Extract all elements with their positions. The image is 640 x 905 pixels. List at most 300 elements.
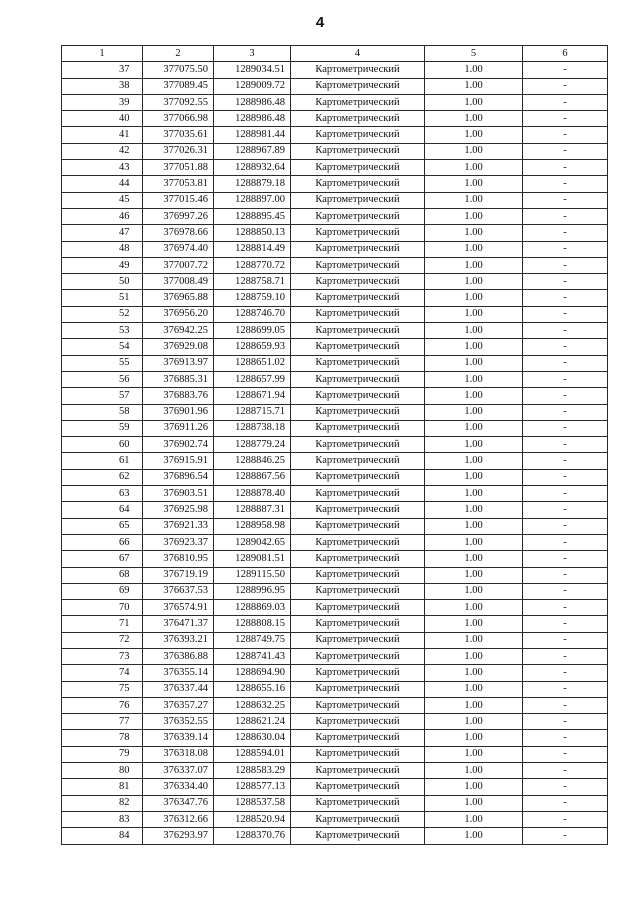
y-coordinate-cell: 1288657.99	[214, 371, 291, 387]
note-cell: -	[523, 160, 608, 176]
note-cell: -	[523, 241, 608, 257]
y-coordinate-cell: 1288759.10	[214, 290, 291, 306]
note-cell: -	[523, 388, 608, 404]
method-cell: Картометрический	[291, 241, 425, 257]
y-coordinate-cell: 1288630.04	[214, 730, 291, 746]
accuracy-cell: 1.00	[425, 583, 523, 599]
accuracy-cell: 1.00	[425, 779, 523, 795]
method-cell: Картометрический	[291, 730, 425, 746]
point-number-cell: 37	[62, 62, 143, 78]
y-coordinate-cell: 1289115.50	[214, 567, 291, 583]
y-coordinate-cell: 1289081.51	[214, 551, 291, 567]
point-number-cell: 70	[62, 600, 143, 616]
y-coordinate-cell: 1288932.64	[214, 160, 291, 176]
x-coordinate-cell: 377015.46	[143, 192, 214, 208]
y-coordinate-cell: 1288770.72	[214, 257, 291, 273]
accuracy-cell: 1.00	[425, 78, 523, 94]
method-cell: Картометрический	[291, 763, 425, 779]
accuracy-cell: 1.00	[425, 453, 523, 469]
table-row	[62, 828, 608, 844]
note-cell: -	[523, 176, 608, 192]
y-coordinate-cell: 1288671.94	[214, 388, 291, 404]
column-header: 2	[143, 46, 214, 62]
note-cell: -	[523, 371, 608, 387]
point-number-cell: 66	[62, 534, 143, 550]
point-number-cell: 82	[62, 795, 143, 811]
accuracy-cell: 1.00	[425, 274, 523, 290]
x-coordinate-cell: 376355.14	[143, 665, 214, 681]
table-row	[62, 94, 608, 110]
method-cell: Картометрический	[291, 779, 425, 795]
table-row	[62, 274, 608, 290]
note-cell: -	[523, 437, 608, 453]
point-number-cell: 54	[62, 339, 143, 355]
x-coordinate-cell: 376357.27	[143, 697, 214, 713]
point-number-cell: 52	[62, 306, 143, 322]
table-row	[62, 437, 608, 453]
accuracy-cell: 1.00	[425, 339, 523, 355]
table-row	[62, 534, 608, 550]
note-cell: -	[523, 143, 608, 159]
method-cell: Картометрический	[291, 518, 425, 534]
method-cell: Картометрический	[291, 339, 425, 355]
note-cell: -	[523, 828, 608, 844]
y-coordinate-cell: 1288577.13	[214, 779, 291, 795]
y-coordinate-cell: 1288958.98	[214, 518, 291, 534]
y-coordinate-cell: 1288887.31	[214, 502, 291, 518]
note-cell: -	[523, 697, 608, 713]
point-number-cell: 76	[62, 697, 143, 713]
y-coordinate-cell: 1288746.70	[214, 306, 291, 322]
method-cell: Картометрический	[291, 714, 425, 730]
table-row	[62, 600, 608, 616]
accuracy-cell: 1.00	[425, 257, 523, 273]
note-cell: -	[523, 274, 608, 290]
accuracy-cell: 1.00	[425, 404, 523, 420]
x-coordinate-cell: 376901.96	[143, 404, 214, 420]
method-cell: Картометрический	[291, 486, 425, 502]
note-cell: -	[523, 730, 608, 746]
method-cell: Картометрический	[291, 355, 425, 371]
accuracy-cell: 1.00	[425, 160, 523, 176]
table-body	[62, 62, 608, 844]
method-cell: Картометрический	[291, 371, 425, 387]
method-cell: Картометрический	[291, 600, 425, 616]
note-cell: -	[523, 534, 608, 550]
x-coordinate-cell: 376913.97	[143, 355, 214, 371]
y-coordinate-cell: 1288895.45	[214, 208, 291, 224]
note-cell: -	[523, 502, 608, 518]
method-cell: Картометрический	[291, 469, 425, 485]
x-coordinate-cell: 376997.26	[143, 208, 214, 224]
method-cell: Картометрический	[291, 746, 425, 762]
method-cell: Картометрический	[291, 94, 425, 110]
accuracy-cell: 1.00	[425, 518, 523, 534]
note-cell: -	[523, 62, 608, 78]
table-row	[62, 795, 608, 811]
point-number-cell: 80	[62, 763, 143, 779]
note-cell: -	[523, 600, 608, 616]
x-coordinate-cell: 377092.55	[143, 94, 214, 110]
point-number-cell: 84	[62, 828, 143, 844]
y-coordinate-cell: 1288621.24	[214, 714, 291, 730]
point-number-cell: 57	[62, 388, 143, 404]
table-row	[62, 567, 608, 583]
table-row	[62, 160, 608, 176]
method-cell: Картометрический	[291, 225, 425, 241]
accuracy-cell: 1.00	[425, 632, 523, 648]
accuracy-cell: 1.00	[425, 600, 523, 616]
y-coordinate-cell: 1288694.90	[214, 665, 291, 681]
note-cell: -	[523, 257, 608, 273]
point-number-cell: 62	[62, 469, 143, 485]
note-cell: -	[523, 714, 608, 730]
point-number-cell: 72	[62, 632, 143, 648]
y-coordinate-cell: 1288779.24	[214, 437, 291, 453]
accuracy-cell: 1.00	[425, 388, 523, 404]
method-cell: Картометрический	[291, 257, 425, 273]
y-coordinate-cell: 1288867.56	[214, 469, 291, 485]
point-number-cell: 47	[62, 225, 143, 241]
table-row	[62, 632, 608, 648]
accuracy-cell: 1.00	[425, 486, 523, 502]
table-row	[62, 779, 608, 795]
x-coordinate-cell: 376942.25	[143, 323, 214, 339]
table-row	[62, 616, 608, 632]
note-cell: -	[523, 111, 608, 127]
accuracy-cell: 1.00	[425, 62, 523, 78]
point-number-cell: 83	[62, 811, 143, 827]
note-cell: -	[523, 225, 608, 241]
table-row	[62, 648, 608, 664]
note-cell: -	[523, 681, 608, 697]
method-cell: Картометрический	[291, 290, 425, 306]
y-coordinate-cell: 1288846.25	[214, 453, 291, 469]
method-cell: Картометрический	[291, 192, 425, 208]
note-cell: -	[523, 811, 608, 827]
note-cell: -	[523, 469, 608, 485]
x-coordinate-cell: 377051.88	[143, 160, 214, 176]
y-coordinate-cell: 1289034.51	[214, 62, 291, 78]
note-cell: -	[523, 779, 608, 795]
x-coordinate-cell: 376925.98	[143, 502, 214, 518]
y-coordinate-cell: 1288583.29	[214, 763, 291, 779]
accuracy-cell: 1.00	[425, 681, 523, 697]
method-cell: Картометрический	[291, 274, 425, 290]
note-cell: -	[523, 795, 608, 811]
accuracy-cell: 1.00	[425, 437, 523, 453]
table-row	[62, 730, 608, 746]
x-coordinate-cell: 376883.76	[143, 388, 214, 404]
x-coordinate-cell: 376885.31	[143, 371, 214, 387]
point-number-cell: 45	[62, 192, 143, 208]
accuracy-cell: 1.00	[425, 763, 523, 779]
note-cell: -	[523, 290, 608, 306]
y-coordinate-cell: 1288897.00	[214, 192, 291, 208]
table-row	[62, 714, 608, 730]
y-coordinate-cell: 1288651.02	[214, 355, 291, 371]
method-cell: Картометрический	[291, 453, 425, 469]
accuracy-cell: 1.00	[425, 811, 523, 827]
x-coordinate-cell: 377008.49	[143, 274, 214, 290]
note-cell: -	[523, 323, 608, 339]
accuracy-cell: 1.00	[425, 730, 523, 746]
method-cell: Картометрический	[291, 681, 425, 697]
accuracy-cell: 1.00	[425, 176, 523, 192]
table-row	[62, 192, 608, 208]
y-coordinate-cell: 1288981.44	[214, 127, 291, 143]
x-coordinate-cell: 377053.81	[143, 176, 214, 192]
x-coordinate-cell: 376339.14	[143, 730, 214, 746]
point-number-cell: 59	[62, 420, 143, 436]
note-cell: -	[523, 583, 608, 599]
y-coordinate-cell: 1288537.58	[214, 795, 291, 811]
note-cell: -	[523, 486, 608, 502]
point-number-cell: 61	[62, 453, 143, 469]
table-row	[62, 257, 608, 273]
y-coordinate-cell: 1288996.95	[214, 583, 291, 599]
accuracy-cell: 1.00	[425, 306, 523, 322]
x-coordinate-cell: 376337.44	[143, 681, 214, 697]
x-coordinate-cell: 377035.61	[143, 127, 214, 143]
y-coordinate-cell: 1288758.71	[214, 274, 291, 290]
y-coordinate-cell: 1288814.49	[214, 241, 291, 257]
method-cell: Картометрический	[291, 697, 425, 713]
method-cell: Картометрический	[291, 437, 425, 453]
page-number: 4	[315, 14, 325, 31]
note-cell: -	[523, 616, 608, 632]
x-coordinate-cell: 376337.07	[143, 763, 214, 779]
table-row	[62, 78, 608, 94]
method-cell: Картометрический	[291, 502, 425, 518]
x-coordinate-cell: 376293.97	[143, 828, 214, 844]
accuracy-cell: 1.00	[425, 111, 523, 127]
note-cell: -	[523, 632, 608, 648]
y-coordinate-cell: 1288808.15	[214, 616, 291, 632]
x-coordinate-cell: 376810.95	[143, 551, 214, 567]
table-row	[62, 208, 608, 224]
accuracy-cell: 1.00	[425, 616, 523, 632]
point-number-cell: 74	[62, 665, 143, 681]
point-number-cell: 77	[62, 714, 143, 730]
table-row	[62, 323, 608, 339]
x-coordinate-cell: 376915.91	[143, 453, 214, 469]
table-row	[62, 811, 608, 827]
method-cell: Картометрический	[291, 143, 425, 159]
y-coordinate-cell: 1288749.75	[214, 632, 291, 648]
table-row	[62, 339, 608, 355]
x-coordinate-cell: 376978.66	[143, 225, 214, 241]
y-coordinate-cell: 1288741.43	[214, 648, 291, 664]
point-number-cell: 41	[62, 127, 143, 143]
point-number-cell: 51	[62, 290, 143, 306]
note-cell: -	[523, 208, 608, 224]
accuracy-cell: 1.00	[425, 290, 523, 306]
method-cell: Картометрический	[291, 62, 425, 78]
method-cell: Картометрический	[291, 567, 425, 583]
y-coordinate-cell: 1289042.65	[214, 534, 291, 550]
accuracy-cell: 1.00	[425, 567, 523, 583]
table-row	[62, 176, 608, 192]
method-cell: Картометрический	[291, 160, 425, 176]
accuracy-cell: 1.00	[425, 469, 523, 485]
note-cell: -	[523, 127, 608, 143]
y-coordinate-cell: 1288632.25	[214, 697, 291, 713]
x-coordinate-cell: 376896.54	[143, 469, 214, 485]
x-coordinate-cell: 376929.08	[143, 339, 214, 355]
accuracy-cell: 1.00	[425, 94, 523, 110]
table-row	[62, 420, 608, 436]
x-coordinate-cell: 376318.08	[143, 746, 214, 762]
note-cell: -	[523, 567, 608, 583]
column-header: 4	[291, 46, 425, 62]
note-cell: -	[523, 420, 608, 436]
x-coordinate-cell: 376312.66	[143, 811, 214, 827]
method-cell: Картометрический	[291, 388, 425, 404]
table-row	[62, 127, 608, 143]
x-coordinate-cell: 376956.20	[143, 306, 214, 322]
x-coordinate-cell: 376903.51	[143, 486, 214, 502]
x-coordinate-cell: 376965.88	[143, 290, 214, 306]
table-row	[62, 453, 608, 469]
x-coordinate-cell: 376974.40	[143, 241, 214, 257]
method-cell: Картометрический	[291, 404, 425, 420]
method-cell: Картометрический	[291, 828, 425, 844]
table-row	[62, 486, 608, 502]
table-row	[62, 62, 608, 78]
table-header-row	[62, 46, 608, 62]
point-number-cell: 73	[62, 648, 143, 664]
accuracy-cell: 1.00	[425, 714, 523, 730]
coordinates-table	[61, 45, 608, 845]
accuracy-cell: 1.00	[425, 241, 523, 257]
method-cell: Картометрический	[291, 534, 425, 550]
method-cell: Картометрический	[291, 127, 425, 143]
x-coordinate-cell: 377026.31	[143, 143, 214, 159]
y-coordinate-cell: 1288699.05	[214, 323, 291, 339]
point-number-cell: 67	[62, 551, 143, 567]
y-coordinate-cell: 1288967.89	[214, 143, 291, 159]
accuracy-cell: 1.00	[425, 127, 523, 143]
table-row	[62, 469, 608, 485]
accuracy-cell: 1.00	[425, 143, 523, 159]
accuracy-cell: 1.00	[425, 502, 523, 518]
y-coordinate-cell: 1288986.48	[214, 94, 291, 110]
x-coordinate-cell: 377089.45	[143, 78, 214, 94]
y-coordinate-cell: 1288659.93	[214, 339, 291, 355]
x-coordinate-cell: 376911.26	[143, 420, 214, 436]
table-row	[62, 697, 608, 713]
method-cell: Картометрический	[291, 811, 425, 827]
accuracy-cell: 1.00	[425, 371, 523, 387]
method-cell: Картометрический	[291, 648, 425, 664]
accuracy-cell: 1.00	[425, 208, 523, 224]
accuracy-cell: 1.00	[425, 795, 523, 811]
y-coordinate-cell: 1289009.72	[214, 78, 291, 94]
method-cell: Картометрический	[291, 420, 425, 436]
method-cell: Картометрический	[291, 665, 425, 681]
accuracy-cell: 1.00	[425, 225, 523, 241]
table-row	[62, 518, 608, 534]
x-coordinate-cell: 376921.33	[143, 518, 214, 534]
point-number-cell: 46	[62, 208, 143, 224]
note-cell: -	[523, 551, 608, 567]
point-number-cell: 48	[62, 241, 143, 257]
table-row	[62, 143, 608, 159]
point-number-cell: 38	[62, 78, 143, 94]
point-number-cell: 63	[62, 486, 143, 502]
table-row	[62, 371, 608, 387]
y-coordinate-cell: 1288879.18	[214, 176, 291, 192]
y-coordinate-cell: 1288738.18	[214, 420, 291, 436]
method-cell: Картометрический	[291, 795, 425, 811]
point-number-cell: 40	[62, 111, 143, 127]
point-number-cell: 78	[62, 730, 143, 746]
x-coordinate-cell: 376334.40	[143, 779, 214, 795]
accuracy-cell: 1.00	[425, 355, 523, 371]
note-cell: -	[523, 94, 608, 110]
x-coordinate-cell: 376719.19	[143, 567, 214, 583]
column-header: 6	[523, 46, 608, 62]
accuracy-cell: 1.00	[425, 551, 523, 567]
method-cell: Картометрический	[291, 551, 425, 567]
y-coordinate-cell: 1288520.94	[214, 811, 291, 827]
x-coordinate-cell: 376637.53	[143, 583, 214, 599]
x-coordinate-cell: 377007.72	[143, 257, 214, 273]
point-number-cell: 55	[62, 355, 143, 371]
point-number-cell: 43	[62, 160, 143, 176]
point-number-cell: 71	[62, 616, 143, 632]
y-coordinate-cell: 1288850.13	[214, 225, 291, 241]
accuracy-cell: 1.00	[425, 648, 523, 664]
note-cell: -	[523, 192, 608, 208]
note-cell: -	[523, 78, 608, 94]
table-row	[62, 241, 608, 257]
table-row	[62, 763, 608, 779]
table-row	[62, 225, 608, 241]
accuracy-cell: 1.00	[425, 420, 523, 436]
y-coordinate-cell: 1288655.16	[214, 681, 291, 697]
point-number-cell: 50	[62, 274, 143, 290]
x-coordinate-cell: 376902.74	[143, 437, 214, 453]
x-coordinate-cell: 376471.37	[143, 616, 214, 632]
point-number-cell: 69	[62, 583, 143, 599]
accuracy-cell: 1.00	[425, 828, 523, 844]
x-coordinate-cell: 377066.98	[143, 111, 214, 127]
point-number-cell: 42	[62, 143, 143, 159]
note-cell: -	[523, 763, 608, 779]
table-row	[62, 681, 608, 697]
column-header: 1	[62, 46, 143, 62]
column-header: 3	[214, 46, 291, 62]
point-number-cell: 81	[62, 779, 143, 795]
x-coordinate-cell: 376386.88	[143, 648, 214, 664]
x-coordinate-cell: 376923.37	[143, 534, 214, 550]
x-coordinate-cell: 376393.21	[143, 632, 214, 648]
method-cell: Картометрический	[291, 306, 425, 322]
method-cell: Картометрический	[291, 176, 425, 192]
x-coordinate-cell: 377075.50	[143, 62, 214, 78]
table-row	[62, 551, 608, 567]
point-number-cell: 75	[62, 681, 143, 697]
point-number-cell: 53	[62, 323, 143, 339]
note-cell: -	[523, 746, 608, 762]
note-cell: -	[523, 355, 608, 371]
y-coordinate-cell: 1288986.48	[214, 111, 291, 127]
method-cell: Картометрический	[291, 583, 425, 599]
point-number-cell: 65	[62, 518, 143, 534]
x-coordinate-cell: 376352.55	[143, 714, 214, 730]
